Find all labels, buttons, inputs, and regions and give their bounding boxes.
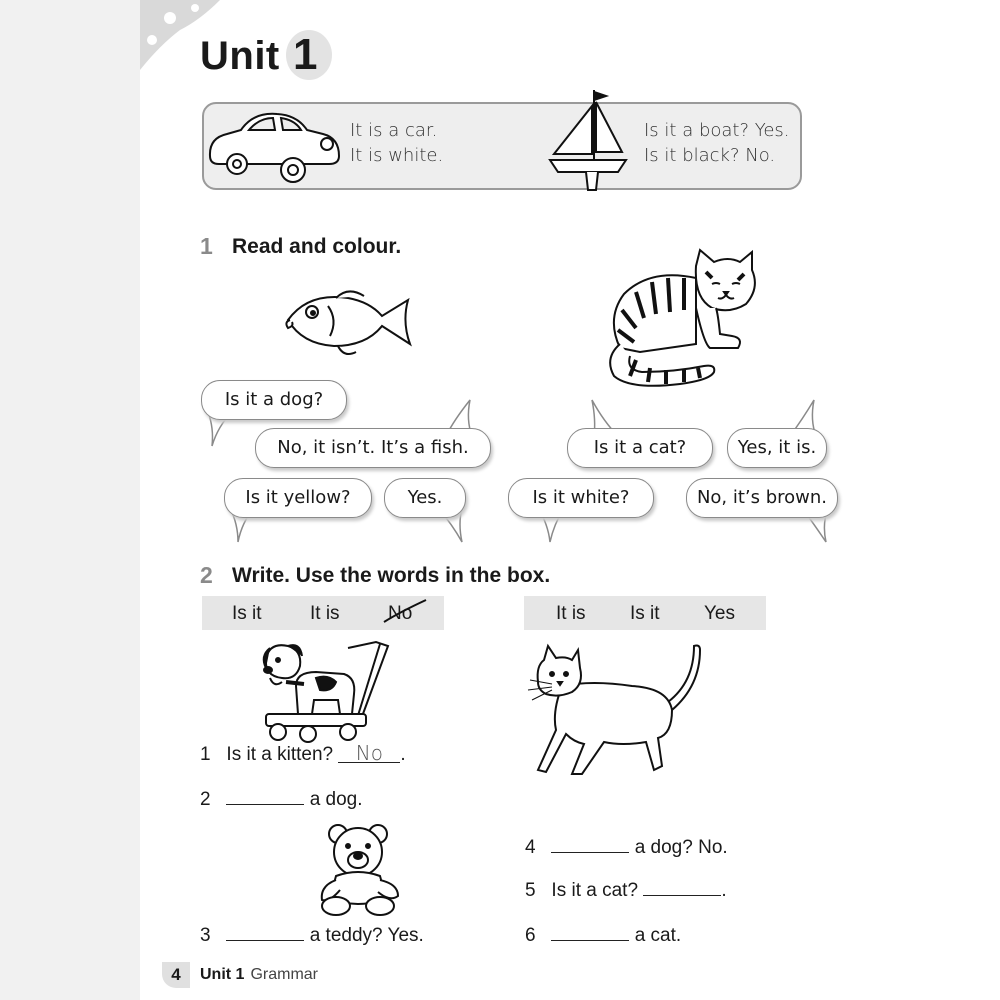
bubble-brown-answer: No, it’s brown.: [686, 478, 838, 518]
exercise-2-number: 2: [200, 562, 213, 588]
answer-field-3[interactable]: [226, 924, 304, 941]
bubble-yes: Yes.: [384, 478, 466, 518]
boat-line-2: Is it black? No.: [644, 145, 776, 166]
question-6: 6 a cat.: [525, 925, 682, 946]
word-is-it: Is it: [232, 603, 262, 624]
car-illustration: [205, 108, 345, 186]
boat-line-1: Is it a boat? Yes.: [644, 120, 790, 141]
footer-unit: Unit 1: [200, 966, 245, 983]
answer-field-2[interactable]: [226, 788, 304, 805]
word-box-right: [524, 596, 766, 630]
word-is-it: Is it: [630, 603, 660, 624]
word-no-crossed: No: [388, 603, 413, 624]
question-5: 5 Is it a cat? .: [525, 880, 727, 901]
unit-title: Unit: [200, 34, 280, 78]
bubble-cat-answer: Yes, it is.: [727, 428, 827, 468]
tiger-cat-illustration: [600, 248, 760, 394]
toy-dog-illustration: [256, 638, 398, 742]
footer-section: Grammar: [250, 966, 319, 983]
unit-number-badge: [286, 30, 332, 80]
question-3: 3 a teddy? Yes.: [200, 925, 424, 946]
word-yes: Yes: [704, 603, 735, 624]
strikethrough-mark: [380, 598, 430, 628]
answer-field-4[interactable]: [551, 836, 629, 853]
question-4: 4 a dog? No.: [525, 837, 728, 858]
unit-number: 1: [293, 30, 318, 79]
car-line-1: It is a car.: [350, 120, 438, 141]
bubble-fish-answer: No, it isn’t. It’s a fish.: [255, 428, 491, 468]
boat-illustration: [548, 86, 628, 194]
page-number: 4: [162, 962, 190, 988]
question-1: 1 Is it a kitten? No .: [200, 741, 406, 765]
answer-field-5[interactable]: [643, 879, 721, 896]
cat-illustration: [522, 642, 702, 782]
fish-illustration: [278, 286, 418, 362]
answer-field-1[interactable]: No: [338, 744, 400, 763]
word-it-is: It is: [310, 603, 340, 624]
exercise-1-title: Read and colour.: [232, 235, 402, 258]
answer-field-6[interactable]: [551, 924, 629, 941]
car-line-2: It is white.: [350, 145, 444, 166]
bubble-cat-question: Is it a cat?: [567, 428, 713, 468]
exercise-1-number: 1: [200, 233, 213, 259]
teddy-bear-illustration: [316, 824, 406, 916]
bubble-dog-question: Is it a dog?: [201, 380, 347, 420]
exercise-2-title: Write. Use the words in the box.: [232, 564, 551, 587]
footer-label: [200, 966, 318, 984]
word-it-is: It is: [556, 603, 586, 624]
question-2: 2 a dog.: [200, 789, 363, 810]
bubble-white-question: Is it white?: [508, 478, 654, 518]
bubble-yellow-question: Is it yellow?: [224, 478, 372, 518]
